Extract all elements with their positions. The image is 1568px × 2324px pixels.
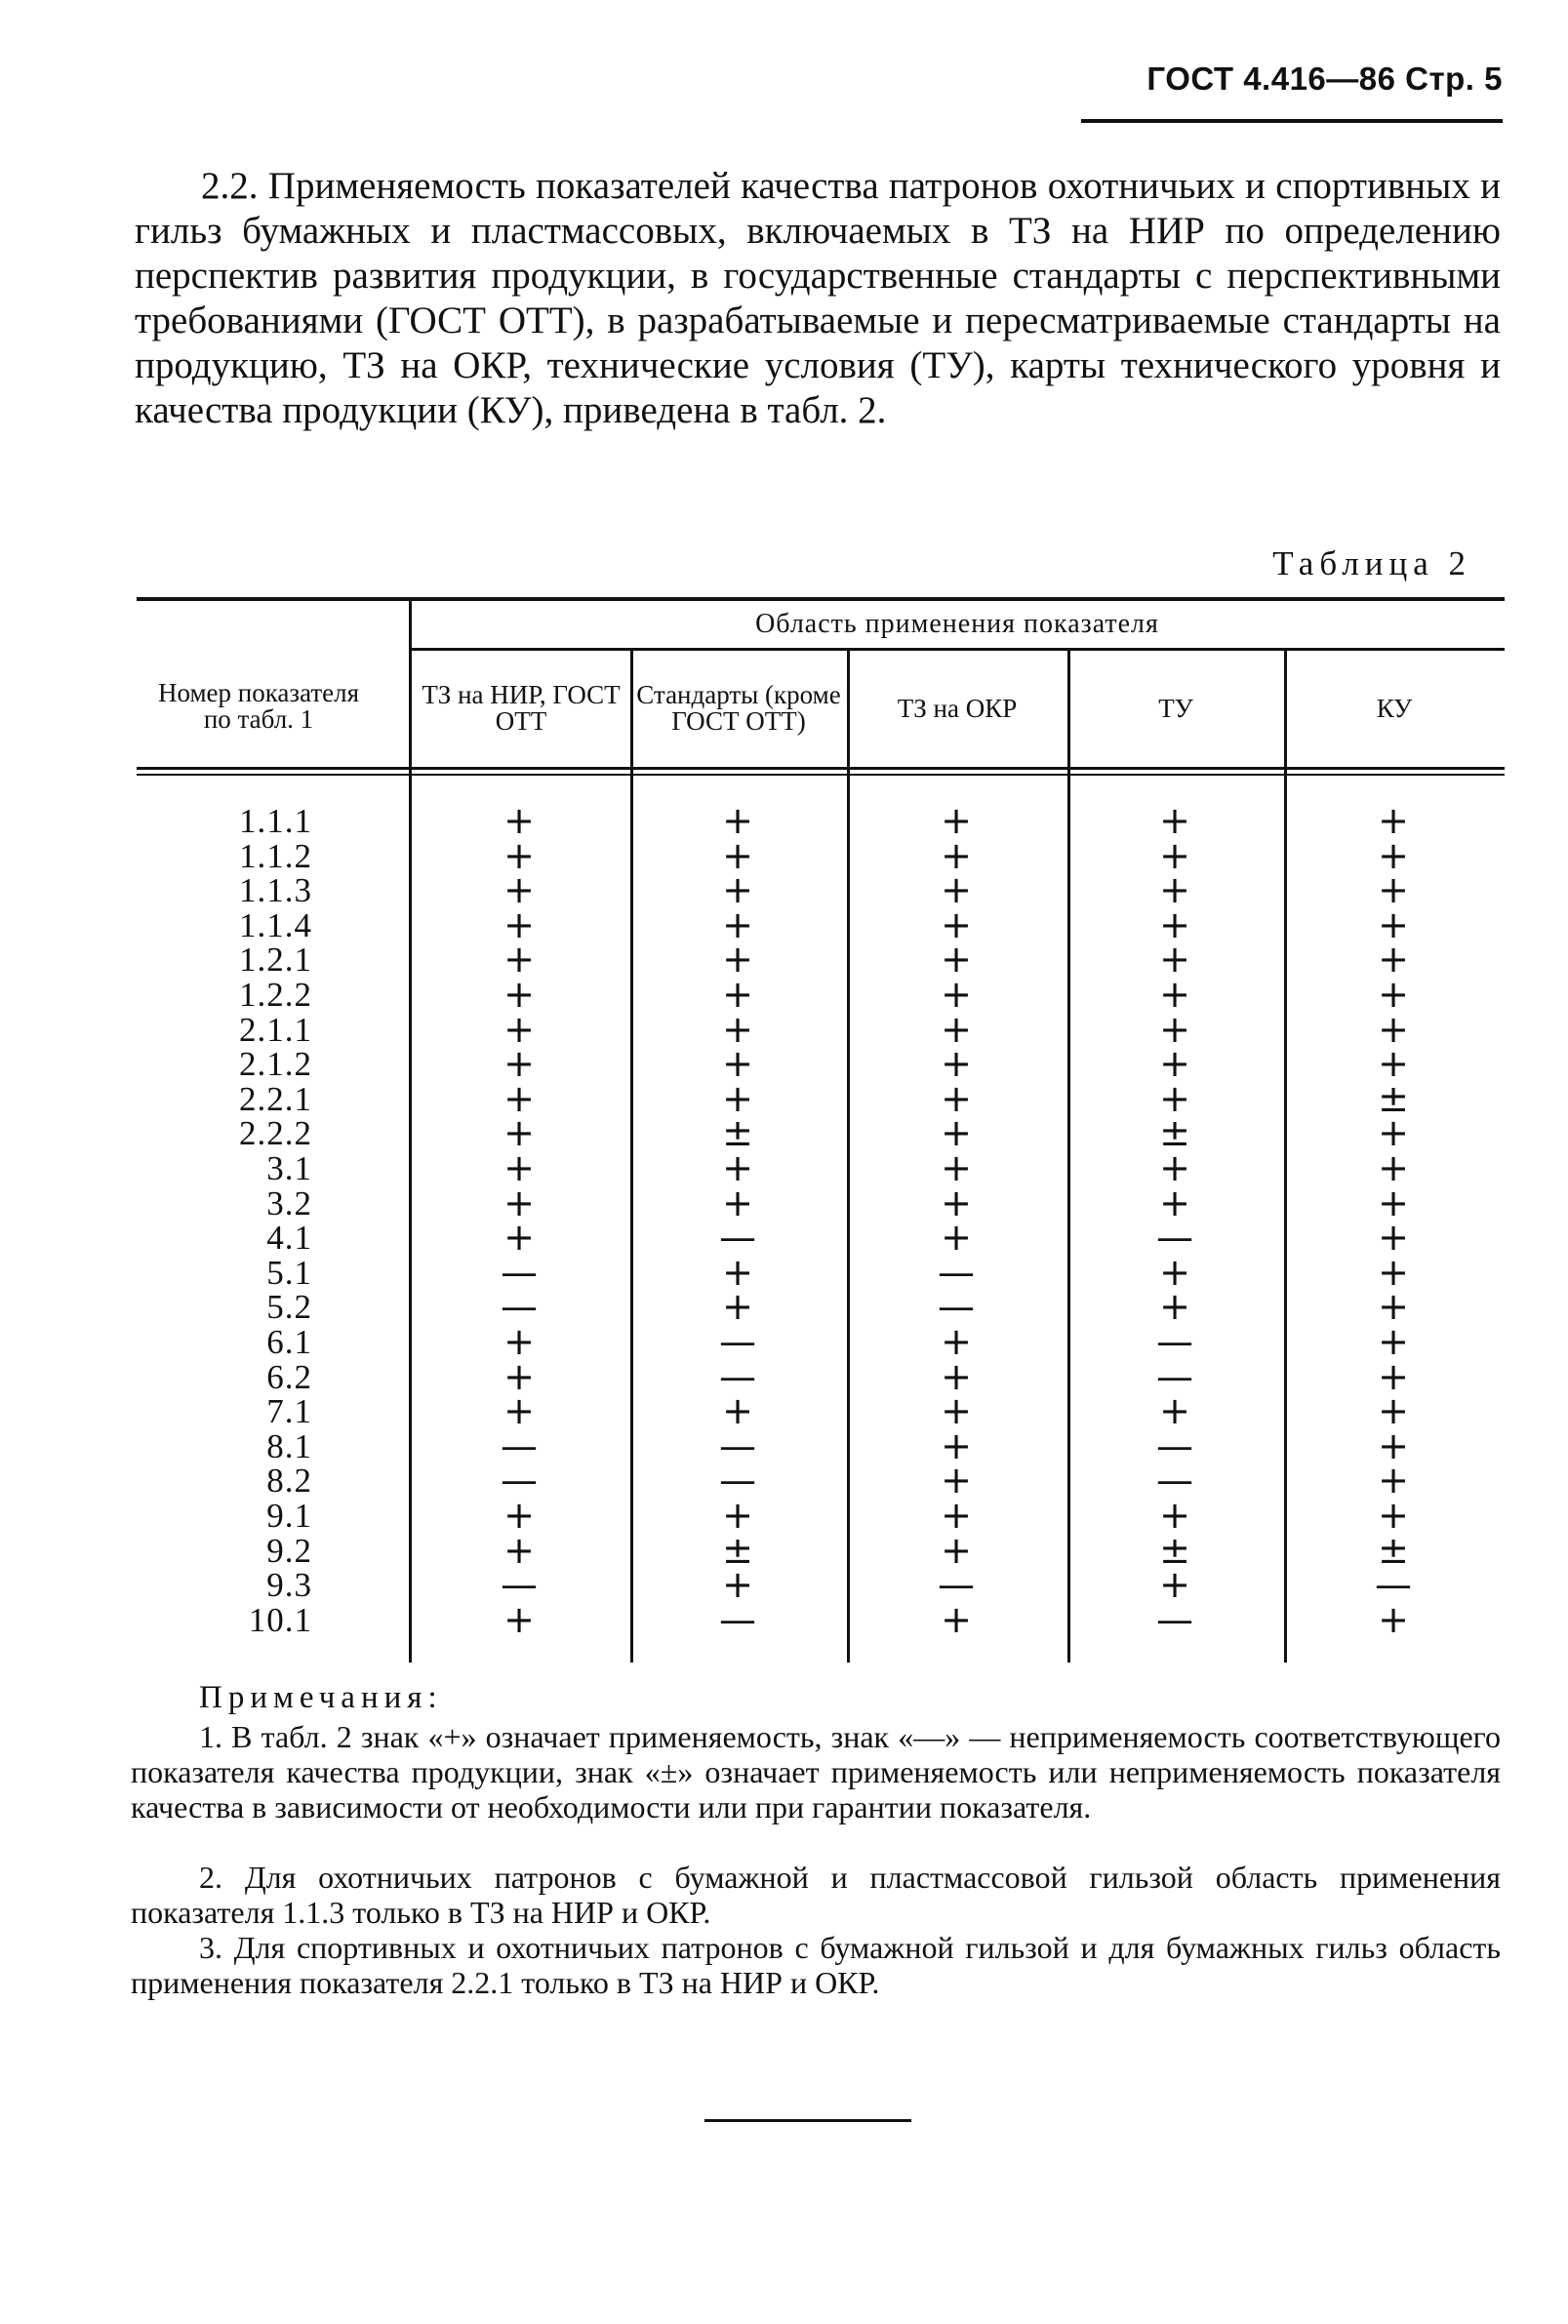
notes-title: Примечания: [199,1680,443,1715]
applicability-mark: + [1159,938,1190,981]
applicability-mark: — [719,1598,756,1641]
applicability-mark: + [503,799,535,842]
applicability-mark: + [503,834,535,877]
header-bottom-rule-1 [137,767,1505,770]
applicability-mark: + [1378,1111,1409,1154]
applicability-mark: + [941,868,972,911]
col-header-tz-okr: ТЗ на ОКР [897,693,1018,723]
applicability-mark: — [1156,1598,1193,1641]
applicability-mark: + [722,799,753,842]
applicability-mark: + [1159,1494,1190,1537]
applicability-mark: — [501,1424,538,1467]
applicability-mark: + [1378,799,1409,842]
row-label: 4.1 [266,1219,312,1257]
row-label: 9.3 [266,1566,312,1604]
note-2: 2. Для охотничьих патронов с бумажной и пластмассовой гильзой область применения показателя 1.1.3 только в ТЗ на НИР и ОКР. [131,1860,1501,1930]
applicability-mark: + [1159,1077,1190,1120]
row-label: 1.1.2 [239,837,312,875]
applicability-mark: + [722,1494,753,1537]
applicability-mark: + [941,1459,972,1502]
group-header: Область применения показателя [755,609,1159,639]
applicability-mark: + [503,1355,535,1398]
applicability-mark: + [722,1563,753,1606]
applicability-mark: + [722,1285,753,1328]
table-caption: Таблица 2 [1272,544,1471,582]
applicability-mark: + [1378,1494,1409,1537]
col-header-tu: ТУ [1158,693,1193,723]
row-label: 2.2.2 [239,1114,312,1152]
applicability-mark: + [1378,1285,1409,1328]
applicability-mark: + [503,1494,535,1537]
intro-paragraph: 2.2. Применяемость показателей качества патронов охотничьих и спортивных и гильз бумажных и пластмассовых, включаемых в ТЗ на НИР по определению перспектив развития продукции, в государственные стандарты с перспективными требованиями (ГОСТ ОТТ), в разрабатываемые и пересматриваемые стандарты на продукцию, ТЗ на ОКР, технические условия (ТУ), карты технического уровня и качества продукции (КУ), приведена в табл. 2. [135,165,1501,431]
applicability-mark: + [1378,1424,1409,1467]
applicability-mark: + [941,834,972,877]
applicability-mark: + [503,1077,535,1120]
applicability-mark: + [941,1182,972,1224]
col-header-ku: КУ [1376,693,1413,723]
applicability-mark: + [503,973,535,1016]
applicability-mark: + [941,973,972,1016]
applicability-mark: — [719,1424,756,1467]
applicability-mark: + [1378,1598,1409,1641]
applicability-mark: + [1378,1459,1409,1502]
applicability-mark: + [722,1008,753,1051]
applicability-mark: — [1156,1459,1193,1502]
applicability-mark: + [1378,1389,1409,1432]
applicability-mark: + [941,1008,972,1051]
applicability-mark: + [1159,1285,1190,1328]
applicability-mark: + [1159,1251,1190,1294]
applicability-mark: + [722,973,753,1016]
applicability-mark: — [1156,1320,1193,1363]
applicability-mark: + [503,1216,535,1259]
applicability-mark: + [941,1077,972,1120]
applicability-mark: + [722,903,753,946]
applicability-mark: + [941,1216,972,1259]
row-label: 5.1 [266,1254,312,1292]
row-label: 9.2 [266,1532,312,1570]
col-header-standards: Стандарты (кроме ГОСТ ОТТ) [636,680,841,736]
applicability-mark: + [941,1494,972,1537]
row-label: 1.1.3 [239,871,312,909]
row-label: 3.1 [266,1149,312,1187]
page-header: ГОСТ 4.416—86 Стр. 5 [1146,60,1503,97]
row-label: 9.1 [266,1497,312,1535]
footer-rule [704,2119,911,2122]
row-label: 1.1.4 [239,906,312,944]
applicability-mark: + [1378,1355,1409,1398]
applicability-mark: + [1378,868,1409,911]
applicability-mark: + [941,938,972,981]
applicability-mark: + [722,1389,753,1432]
row-label: 1.2.1 [239,941,312,979]
applicability-mark: — [719,1216,756,1259]
applicability-mark: + [1378,1320,1409,1363]
applicability-mark: ± [1159,1111,1190,1154]
applicability-mark: + [941,1424,972,1467]
applicability-mark: + [503,1182,535,1224]
applicability-mark: + [1378,1216,1409,1259]
applicability-mark: — [938,1285,975,1328]
applicability-mark: — [719,1355,756,1398]
applicability-mark: + [1159,903,1190,946]
applicability-mark: + [722,1251,753,1294]
applicability-mark: + [1159,973,1190,1016]
row-label: 7.1 [266,1392,312,1430]
applicability-mark: + [941,1355,972,1398]
table-vline-2 [847,650,850,1663]
applicability-mark: + [503,903,535,946]
row-label: 1.2.2 [239,976,312,1014]
applicability-mark: + [1378,1008,1409,1051]
table-top-rule [137,597,1505,601]
applicability-mark: ± [1378,1529,1409,1572]
applicability-mark: + [503,1320,535,1363]
applicability-mark: ± [1378,1077,1409,1120]
applicability-mark: — [1156,1355,1193,1398]
applicability-mark: — [1156,1424,1193,1467]
applicability-mark: + [1159,868,1190,911]
applicability-mark: + [503,1146,535,1189]
applicability-mark: + [941,1389,972,1432]
applicability-mark: + [1159,1389,1190,1432]
applicability-mark: + [941,903,972,946]
applicability-mark: + [722,868,753,911]
applicability-mark: + [1378,834,1409,877]
applicability-mark: + [941,1042,972,1085]
row-label: 6.2 [266,1358,312,1396]
applicability-mark: + [503,1111,535,1154]
applicability-mark: + [1159,1563,1190,1606]
applicability-mark: + [941,1111,972,1154]
applicability-mark: + [1378,903,1409,946]
applicability-mark: ± [722,1529,753,1572]
applicability-mark: — [501,1459,538,1502]
row-label: 10.1 [248,1601,312,1639]
row-label: 5.2 [266,1288,312,1326]
applicability-mark: + [941,1529,972,1572]
applicability-mark: + [1159,1146,1190,1189]
applicability-mark: + [503,868,535,911]
row-label: 3.2 [266,1184,312,1222]
applicability-mark: + [722,834,753,877]
applicability-mark: + [503,1008,535,1051]
note-1: 1. В табл. 2 знак «+» означает применяемость, знак «—» — неприменяемость соответствующего показателя качества продукции, знак «±» означает применяемость или неприменяемость показателя качества в зависимости от необходимости или при гарантии показателя. [131,1719,1501,1824]
applicability-mark: + [503,1389,535,1432]
applicability-mark: + [1378,1042,1409,1085]
applicability-mark: — [719,1459,756,1502]
applicability-mark: + [1378,973,1409,1016]
row-label: 8.1 [266,1427,312,1465]
col-header-tz-nir: ТЗ на НИР, ГОСТ ОТТ [422,680,621,736]
applicability-mark: — [1156,1216,1193,1259]
note-3: 3. Для спортивных и охотничьих патронов с бумажной гильзой и для бумажных гильз область применения показателя 2.2.1 только в ТЗ на НИР и ОКР. [131,1930,1501,2000]
applicability-mark: + [503,1042,535,1085]
applicability-mark: + [1159,1182,1190,1224]
row-label: 2.1.1 [239,1011,312,1049]
applicability-mark: + [1159,1042,1190,1085]
applicability-mark: + [722,938,753,981]
row-label: 2.1.2 [239,1045,312,1083]
applicability-mark: + [1378,1182,1409,1224]
applicability-mark: — [501,1285,538,1328]
applicability-mark: + [503,1529,535,1572]
applicability-mark: + [722,1077,753,1120]
applicability-mark: + [941,799,972,842]
applicability-mark: + [1378,1146,1409,1189]
applicability-mark: + [941,1320,972,1363]
applicability-mark: — [938,1563,975,1606]
applicability-mark: + [1378,1251,1409,1294]
header-rule [1081,119,1503,123]
applicability-mark: ± [722,1111,753,1154]
applicability-mark: + [941,1146,972,1189]
applicability-mark: + [1159,799,1190,842]
header-bottom-rule-2 [137,774,1505,776]
applicability-mark: — [719,1320,756,1363]
table-vline-4 [1284,650,1287,1663]
applicability-mark: + [722,1146,753,1189]
applicability-mark: + [1378,938,1409,981]
applicability-mark: + [722,1182,753,1224]
row-header: Номер показателя по табл. 1 [157,678,360,734]
row-label: 6.1 [266,1323,312,1361]
applicability-mark: + [1159,1008,1190,1051]
table-vline-0 [409,601,412,1663]
table-vline-3 [1067,650,1070,1663]
applicability-mark: + [503,1598,535,1641]
applicability-mark: — [938,1251,975,1294]
row-label: 1.1.1 [239,802,312,840]
applicability-mark: ± [1159,1529,1190,1572]
applicability-mark: + [1159,834,1190,877]
applicability-mark: — [1375,1563,1412,1606]
group-header-rule [410,648,1505,651]
applicability-mark: — [501,1563,538,1606]
row-label: 8.2 [266,1462,312,1500]
applicability-mark: + [503,938,535,981]
applicability-mark: + [722,1042,753,1085]
applicability-mark: + [941,1598,972,1641]
table-vline-1 [630,650,633,1663]
row-label: 2.2.1 [239,1080,312,1118]
applicability-mark: — [501,1251,538,1294]
